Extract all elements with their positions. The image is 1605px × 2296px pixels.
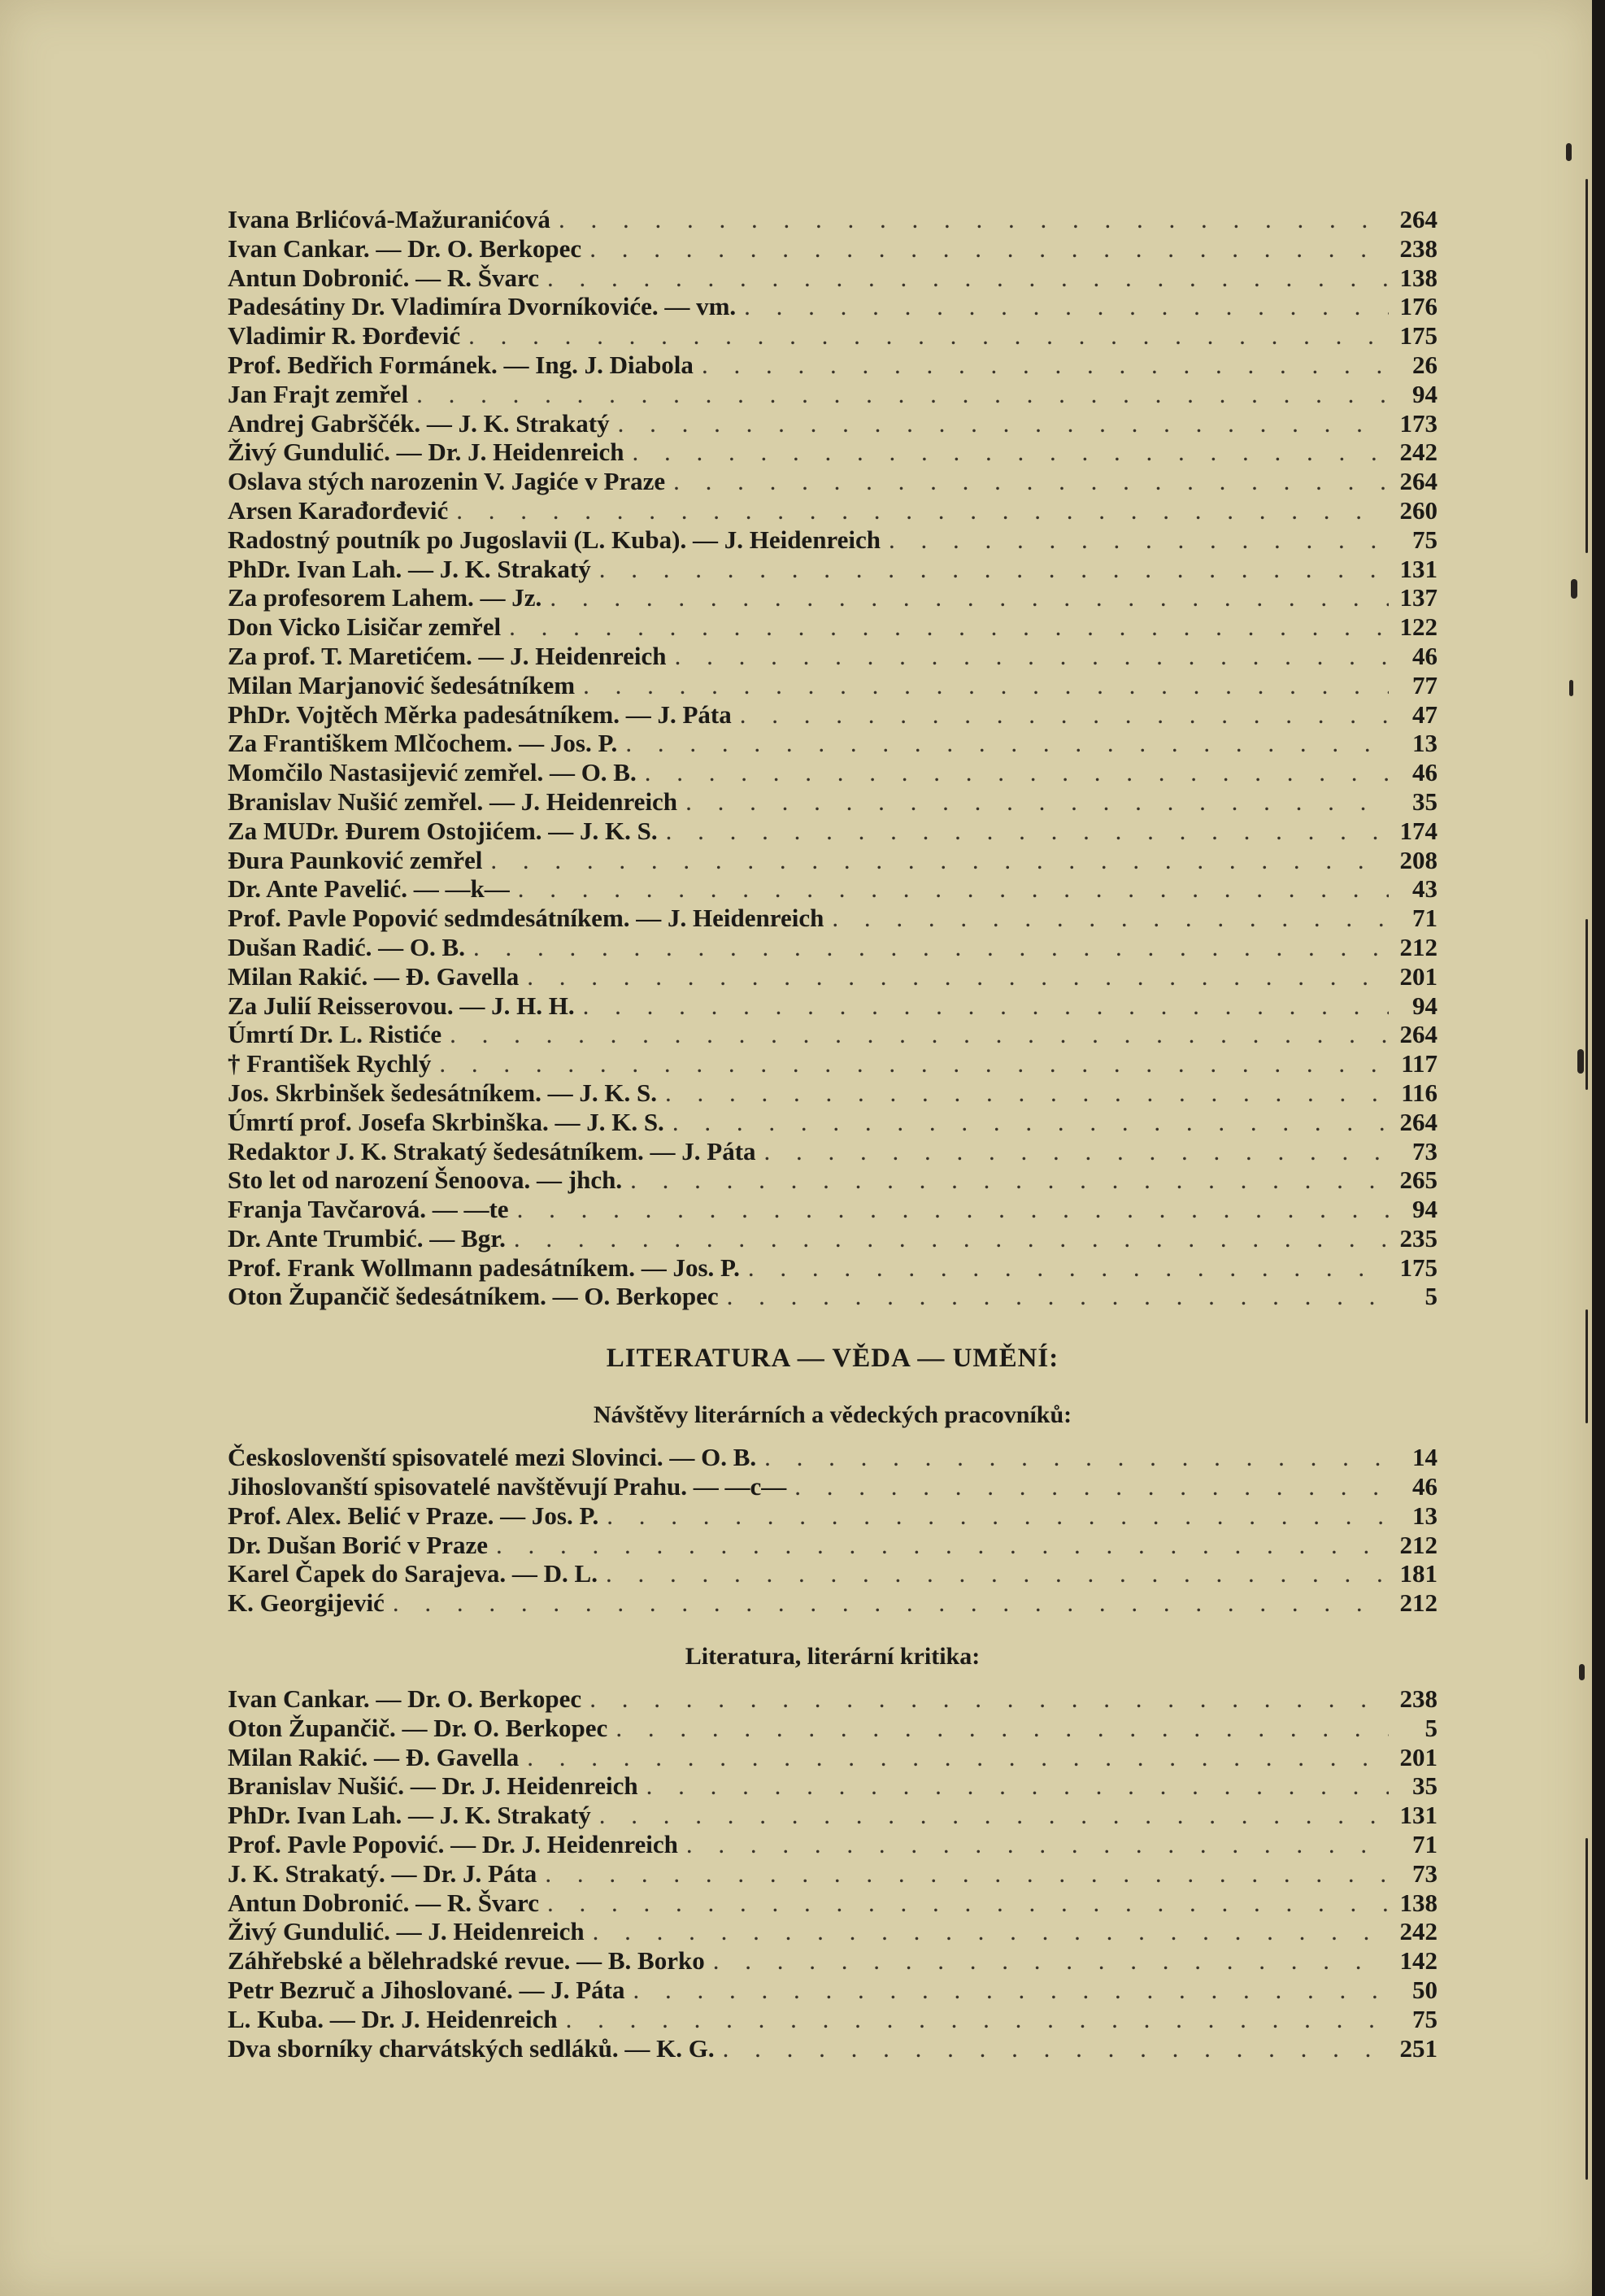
dot-leader [490, 846, 1389, 875]
entry-title: Živý Gundulić. — Dr. J. Heidenreich [228, 438, 624, 467]
toc-entry [228, 1889, 1438, 1918]
toc-entry [228, 1684, 1438, 1714]
toc-entry [228, 1859, 1438, 1889]
entry-page-number: 94 [1412, 1195, 1438, 1224]
entry-title: Za prof. T. Maretićem. — J. Heidenreich [228, 641, 667, 670]
toc-entry [228, 380, 1438, 409]
binding-mark [1569, 680, 1573, 696]
dot-leader [685, 787, 1389, 817]
entry-page-number: 137 [1399, 583, 1438, 612]
toc-entry [228, 1108, 1438, 1137]
dot-leader [547, 264, 1389, 293]
toc-entry [228, 1588, 1438, 1618]
dot-leader [496, 1531, 1389, 1560]
entry-page-number: 122 [1399, 612, 1438, 642]
entry-title: PhDr. Ivan Lah. — J. K. Strakatý [228, 554, 591, 583]
dot-leader [547, 1889, 1389, 1918]
toc-entry [228, 1078, 1438, 1108]
toc-entry [228, 438, 1438, 467]
subsection-title-literature: Literatura, literární kritika: [685, 1643, 981, 1671]
binding-mark [1566, 143, 1572, 161]
toc-entry [228, 1917, 1438, 1946]
dot-leader [723, 2034, 1389, 2063]
entry-title: Prof. Alex. Belić v Praze. — Jos. P. [228, 1501, 599, 1530]
dot-leader [686, 1830, 1389, 1859]
toc-entry [228, 1501, 1438, 1531]
entry-title: Záhřebské a bělehradské revue. — B. Borko [228, 1946, 705, 1976]
entry-title: K. Georgijević [228, 1588, 385, 1618]
dot-leader [545, 1859, 1389, 1889]
toc-entry [228, 874, 1438, 904]
entry-title: Arsen Karađorđević [228, 495, 449, 525]
toc-entry [228, 642, 1438, 671]
literature-list [228, 1684, 1438, 2063]
dot-leader [675, 642, 1389, 671]
toc-entry [228, 1165, 1438, 1195]
dot-leader [889, 525, 1389, 555]
entry-page-number: 46 [1412, 641, 1438, 670]
entry-title: Antun Dobronić. — R. Švarc [228, 1888, 539, 1917]
entry-title: Za MUDr. Đurem Ostojićem. — J. K. S. [228, 816, 658, 845]
toc-entry [228, 1531, 1438, 1560]
entry-title: Milan Rakić. — Đ. Gavella [228, 961, 520, 991]
entry-title: Prof. Pavle Popović. — Dr. J. Heidenreich [228, 1830, 678, 1859]
binding-rule [1585, 1309, 1588, 1423]
toc-entry [228, 1946, 1438, 1976]
entry-title: Karel Čapek do Sarajeva. — D. L. [228, 1559, 598, 1588]
entry-title: Padesátiny Dr. Vladimíra Dvorníkoviće. — vm. [228, 292, 737, 321]
toc-entry [228, 1830, 1438, 1859]
entry-page-number: 238 [1399, 233, 1438, 263]
entry-page-number: 73 [1412, 1136, 1438, 1165]
toc-entry [228, 2005, 1438, 2034]
toc-entry [228, 583, 1438, 612]
entry-page-number: 131 [1399, 554, 1438, 583]
toc-entry [228, 1137, 1438, 1166]
entry-title: PhDr. Ivan Lah. — J. K. Strakatý [228, 1801, 591, 1830]
dot-leader [630, 1165, 1389, 1195]
toc-entry [228, 205, 1438, 234]
dot-leader [393, 1588, 1389, 1618]
entry-title: Milan Rakić. — Đ. Gavella [228, 1742, 520, 1771]
entry-page-number: 116 [1401, 1078, 1438, 1107]
entry-title: Vladimir R. Đorđević [228, 321, 461, 351]
entry-page-number: 5 [1424, 1713, 1438, 1742]
entry-page-number: 46 [1412, 1472, 1438, 1501]
entry-page-number: 175 [1399, 1253, 1438, 1282]
dot-leader [702, 351, 1389, 380]
dot-leader [599, 555, 1389, 584]
dot-leader [456, 496, 1389, 525]
entry-page-number: 176 [1399, 292, 1438, 321]
dot-leader [527, 962, 1389, 991]
toc-entry [228, 292, 1438, 321]
entry-page-number: 264 [1399, 205, 1438, 233]
dot-leader [518, 874, 1389, 904]
entry-title: Dr. Ante Trumbić. — Bgr. [228, 1223, 506, 1253]
entry-page-number: 242 [1399, 1917, 1438, 1946]
entry-page-number: 212 [1399, 932, 1438, 961]
entry-page-number: 73 [1412, 1858, 1438, 1888]
toc-entry [228, 817, 1438, 846]
toc-entry [228, 496, 1438, 525]
dot-leader [589, 234, 1389, 264]
entry-title: Jos. Skrbinšek šedesátníkem. — J. K. S. [228, 1078, 657, 1107]
entry-page-number: 46 [1412, 758, 1438, 787]
dot-leader [514, 1224, 1389, 1253]
entry-page-number: 260 [1399, 495, 1438, 525]
binding-mark [1579, 1664, 1585, 1680]
entry-page-number: 117 [1401, 1049, 1438, 1078]
entry-page-number: 264 [1399, 1107, 1438, 1136]
entry-page-number: 14 [1412, 1443, 1438, 1472]
visits-list [228, 1443, 1438, 1618]
dot-leader [517, 1195, 1389, 1224]
entry-title: Prof. Pavle Popović sedmdesátníkem. — J. Heidenreich [228, 904, 824, 933]
entry-page-number: 212 [1399, 1530, 1438, 1559]
toc-entry [228, 1224, 1438, 1253]
entry-title: Franja Tavčarová. — —te [228, 1195, 509, 1224]
entry-title: Ivan Cankar. — Dr. O. Berkopec [228, 1684, 582, 1714]
toc-entry [228, 467, 1438, 496]
toc-entry [228, 1253, 1438, 1283]
entry-title: Oton Župančič. — Dr. O. Berkopec [228, 1713, 608, 1742]
dot-leader [764, 1443, 1389, 1472]
entry-page-number: 142 [1399, 1946, 1438, 1976]
entry-title: Úmrtí prof. Josefa Skrbinška. — J. K. S. [228, 1107, 664, 1136]
entry-page-number: 138 [1399, 1888, 1438, 1917]
entry-page-number: 94 [1412, 991, 1438, 1020]
entry-title: Petr Bezruč a Jihoslované. — J. Páta [228, 1976, 625, 2005]
entry-page-number: 208 [1399, 845, 1438, 874]
dot-leader [473, 933, 1389, 962]
entry-title: Oslava stých narozenin V. Jagiće v Praze [228, 467, 666, 496]
entry-title: Dva sborníky charvátských sedláků. — K. G. [228, 2033, 715, 2063]
entry-title: Don Vicko Lisičar zemřel [228, 612, 502, 642]
toc-entry [228, 1743, 1438, 1772]
binding-rule [1585, 919, 1588, 1090]
entry-page-number: 50 [1412, 1976, 1438, 2005]
toc-entry [228, 234, 1438, 264]
dot-leader [764, 1137, 1389, 1166]
entry-page-number: 71 [1412, 904, 1438, 933]
entry-title: Za profesorem Lahem. — Jz. [228, 583, 542, 612]
entry-page-number: 47 [1412, 699, 1438, 729]
toc-entry [228, 1472, 1438, 1501]
entry-title: Českoslovenští spisovatelé mezi Slovinci. — O. B. [228, 1443, 757, 1472]
dot-leader [665, 1078, 1389, 1108]
entry-page-number: 238 [1399, 1684, 1438, 1714]
entry-page-number: 13 [1412, 1501, 1438, 1530]
entry-title: Za Františkem Mlčochem. — Jos. P. [228, 729, 618, 758]
entry-title: Branislav Nušić. — Dr. J. Heidenreich [228, 1771, 638, 1801]
toc-entry [228, 321, 1438, 351]
entry-page-number: 264 [1399, 467, 1438, 496]
toc-entry [228, 1282, 1438, 1311]
dot-leader [583, 671, 1389, 700]
toc-entry [228, 1801, 1438, 1830]
dot-leader [450, 1020, 1389, 1049]
entry-title: L. Kuba. — Dr. J. Heidenreich [228, 2004, 558, 2033]
entry-title: Ivan Cankar. — Dr. O. Berkopec [228, 233, 582, 263]
toc-entry [228, 351, 1438, 380]
dot-leader [632, 438, 1389, 467]
entry-page-number: 26 [1412, 350, 1438, 379]
binding-mark [1571, 579, 1577, 599]
entry-title: Redaktor J. K. Strakatý šedesátníkem. — J. Páta [228, 1136, 756, 1165]
entry-page-number: 174 [1399, 816, 1438, 845]
dot-leader [832, 904, 1389, 933]
dot-leader [599, 1801, 1389, 1830]
dot-leader [566, 2005, 1389, 2034]
dot-leader [672, 1108, 1389, 1137]
entry-page-number: 5 [1424, 1282, 1438, 1311]
dot-leader [748, 1253, 1389, 1283]
entry-title: Dr. Ante Pavelić. — —k— [228, 874, 510, 904]
toc-entry [228, 991, 1438, 1021]
dot-leader [468, 321, 1389, 351]
toc-entry [228, 1976, 1438, 2005]
dot-leader [583, 991, 1389, 1021]
entry-title: Ivana Brlićová-Mažuranićová [228, 205, 550, 233]
subsection-title-visits: Návštěvy literárních a vědeckých pracovníků: [593, 1401, 1072, 1429]
toc-entry [228, 904, 1438, 933]
entry-title: Sto let od narození Šenoova. — jhch. [228, 1165, 623, 1195]
table-of-contents [228, 205, 1438, 2063]
binding-rule [1585, 1838, 1588, 2180]
entry-title: Za Julií Reisserovou. — J. H. H. [228, 991, 575, 1020]
entry-title: Jihoslovanští spisovatelé navštěvují Prahu. — —c— [228, 1472, 787, 1501]
toc-entry [228, 1771, 1438, 1801]
entry-title: Prof. Bedřich Formánek. — Ing. J. Diabola [228, 350, 694, 379]
entry-page-number: 212 [1399, 1588, 1438, 1618]
entry-title: Dr. Dušan Borić v Praze [228, 1530, 489, 1559]
entry-page-number: 173 [1399, 408, 1438, 438]
binding-mark [1577, 1049, 1584, 1074]
dot-leader [744, 292, 1389, 321]
dot-leader [645, 758, 1389, 787]
dot-leader [633, 1976, 1389, 2005]
toc-entry [228, 787, 1438, 817]
dot-leader [606, 1559, 1389, 1588]
entry-page-number: 265 [1399, 1165, 1438, 1195]
toc-entry [228, 1443, 1438, 1472]
entry-page-number: 35 [1412, 1771, 1438, 1801]
entry-page-number: 264 [1399, 1020, 1438, 1049]
entry-page-number: 201 [1399, 961, 1438, 991]
entry-title: Dušan Radić. — O. B. [228, 932, 465, 961]
entry-title: Branislav Nušić zemřel. — J. Heidenreich [228, 786, 678, 816]
entry-title: † František Rychlý [228, 1049, 432, 1078]
toc-entry [228, 1559, 1438, 1588]
entry-page-number: 181 [1399, 1559, 1438, 1588]
toc-entry [228, 409, 1438, 438]
entry-page-number: 138 [1399, 263, 1438, 292]
entry-title: PhDr. Vojtěch Měrka padesátníkem. — J. Páta [228, 699, 732, 729]
entry-title: Živý Gundulić. — J. Heidenreich [228, 1917, 585, 1946]
dot-leader [416, 380, 1389, 409]
dot-leader [559, 205, 1389, 234]
toc-entry [228, 555, 1438, 584]
dot-leader [666, 817, 1389, 846]
dot-leader [439, 1049, 1389, 1078]
entry-title: Andrej Gabrščék. — J. K. Strakatý [228, 408, 610, 438]
toc-entry [228, 758, 1438, 787]
toc-entry [228, 700, 1438, 730]
entry-page-number: 242 [1399, 438, 1438, 467]
personalia-list [228, 205, 1438, 1311]
entry-page-number: 201 [1399, 1742, 1438, 1771]
entry-page-number: 43 [1412, 874, 1438, 904]
entry-page-number: 131 [1399, 1801, 1438, 1830]
entry-title: Radostný poutník po Jugoslavii (L. Kuba). — J. Heidenreich [228, 525, 881, 554]
toc-entry [228, 1020, 1438, 1049]
dot-leader [618, 409, 1389, 438]
toc-entry [228, 846, 1438, 875]
toc-entry [228, 1049, 1438, 1078]
entry-title: Úmrtí Dr. L. Ristiće [228, 1020, 442, 1049]
toc-entry [228, 729, 1438, 758]
entry-title: Momčilo Nastasijević zemřel. — O. B. [228, 758, 637, 787]
dot-leader [527, 1743, 1389, 1772]
entry-page-number: 94 [1412, 379, 1438, 408]
entry-page-number: 77 [1412, 670, 1438, 699]
dot-leader [713, 1946, 1389, 1976]
toc-entry [228, 1714, 1438, 1743]
toc-entry [228, 525, 1438, 555]
section-title: LITERATURA — VĚDA — UMĚNÍ: [606, 1344, 1059, 1374]
entry-page-number: 251 [1399, 2033, 1438, 2063]
toc-entry [228, 612, 1438, 642]
entry-page-number: 71 [1412, 1830, 1438, 1859]
dot-leader [673, 467, 1389, 496]
entry-page-number: 175 [1399, 321, 1438, 351]
toc-entry [228, 2034, 1438, 2063]
entry-title: Prof. Frank Wollmann padesátníkem. — Jos. P. [228, 1253, 740, 1282]
toc-entry [228, 264, 1438, 293]
entry-title: Oton Župančič šedesátníkem. — O. Berkopec [228, 1282, 719, 1311]
entry-page-number: 75 [1412, 525, 1438, 554]
dot-leader [589, 1684, 1389, 1714]
entry-title: Antun Dobronić. — R. Švarc [228, 263, 539, 292]
entry-page-number: 35 [1412, 786, 1438, 816]
dot-leader [615, 1714, 1389, 1743]
entry-title: J. K. Strakatý. — Dr. J. Páta [228, 1858, 537, 1888]
dot-leader [646, 1771, 1389, 1801]
entry-title: Đura Paunković zemřel [228, 845, 483, 874]
dot-leader [593, 1917, 1389, 1946]
dot-leader [727, 1282, 1389, 1311]
dot-leader [740, 700, 1389, 730]
entry-page-number: 235 [1399, 1223, 1438, 1253]
dot-leader [625, 729, 1389, 758]
entry-page-number: 75 [1412, 2004, 1438, 2033]
entry-page-number: 13 [1412, 729, 1438, 758]
binding-rule [1585, 179, 1588, 553]
dot-leader [607, 1501, 1389, 1531]
toc-entry [228, 1195, 1438, 1224]
toc-entry [228, 671, 1438, 700]
dot-leader [794, 1472, 1389, 1501]
entry-title: Jan Frajt zemřel [228, 379, 409, 408]
entry-title: Milan Marjanović šedesátníkem [228, 670, 576, 699]
toc-entry [228, 962, 1438, 991]
dot-leader [509, 612, 1389, 642]
toc-entry [228, 933, 1438, 962]
dot-leader [550, 583, 1389, 612]
